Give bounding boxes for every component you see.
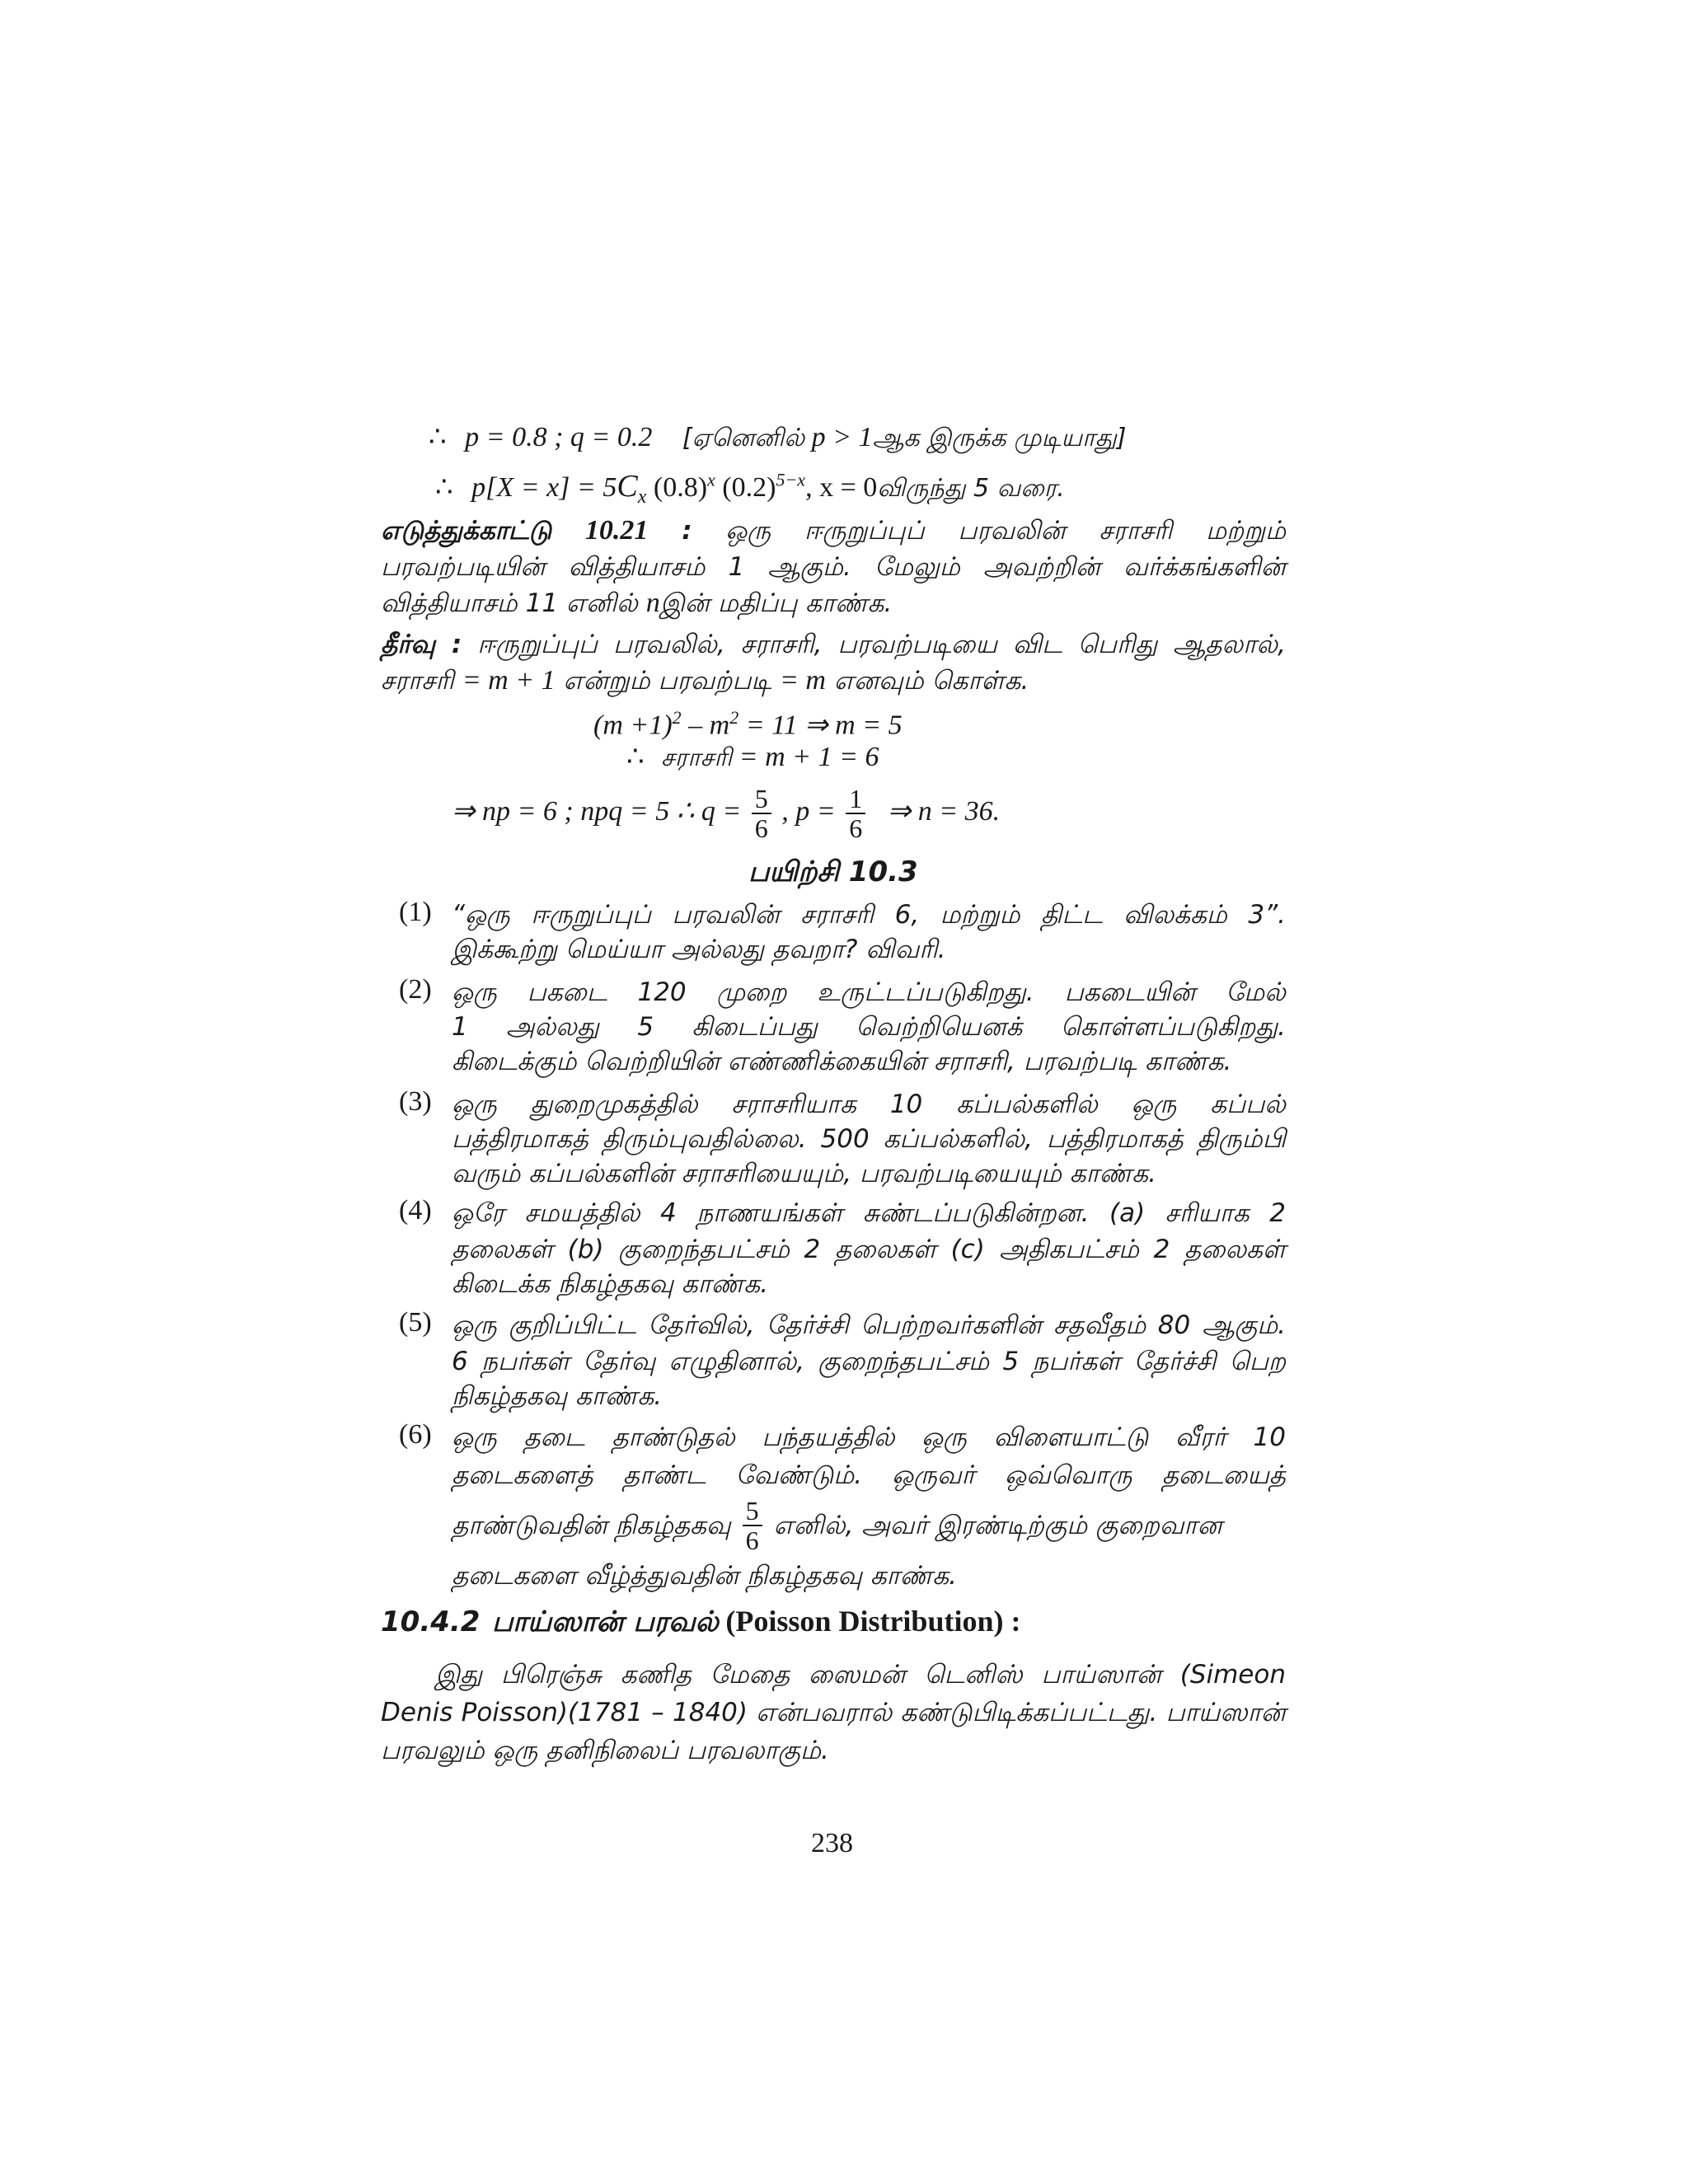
exercise-item-6-prob-rest: எனில், அவர் இரண்டிற்கும் குறைவான [773,1511,1222,1540]
example-colon: : [682,516,692,546]
intro-line-2 [435,468,1065,509]
example-label: எடுத்துக்காட்டு [381,516,552,546]
exercise-item-2-line-2: 1 அல்லது 5 கிடைப்பது வெற்றியெனக் கொள்ளப்படுகிறது. [452,1012,1286,1042]
pmf-exp2: 5−x [776,469,806,490]
exercise-item-6-prob-label: தாண்டுவதின் நிகழ்தகவு [452,1511,731,1540]
solution-eq-3 [452,785,1000,842]
p-fraction-numerator: 1 [846,785,865,814]
example-text-1: ஒரு ஈருறுப்புப் பரவலின் சராசரி மற்றும் [725,516,1287,546]
example-number: 10.21 [584,515,649,546]
eq3-part-c: ⇒ n = 36. [887,795,1001,827]
exercise-item-5-number: (5) [399,1307,432,1338]
therefore-symbol: ∴ [435,472,453,503]
eq1-part-a: (m +1) [593,710,673,741]
pmf-range-text: விருந்து 5 வரை. [877,474,1065,503]
example-n: n [645,588,660,618]
solution-mean-label: சராசரி [381,666,454,696]
exercise-item-3-line-3: வரும் கப்பல்களின் சராசரியையும், பரவற்படியையும் காண்க. [452,1159,1156,1188]
q-fraction [752,785,771,842]
section-number: 10.4.2 [381,1605,481,1638]
solution-eq-1 [593,707,903,741]
intro-line-1 [429,420,1126,456]
section-title-english: (Poisson Distribution) : [725,1605,1021,1638]
exercise-item-4-line-2: தலைகள் (b) குறைந்தபட்சம் 2 தலைகள் (c) அதிகபட்சம் 2 தலைகள் [452,1235,1286,1264]
pmf-range: , x = 0 [805,472,878,503]
exercise-item-1-line-2: இக்கூற்று மெய்யா அல்லது தவறா? விவரி. [452,935,946,964]
example-line-2 [381,549,1286,585]
exercise-item-1-line-1: “ஒரு ஈருறுப்புப் பரவலின் சராசரி 6, மற்றும் திட்ட விலக்கம் 3”. [452,900,1286,930]
exercise-item-6-line-4: தடைகளை வீழ்த்துவதின் நிகழ்தகவு காண்க. [452,1561,958,1591]
p-fraction [846,785,865,842]
solution-text-3: எனவும் கொள்க. [833,666,1029,696]
section-heading [381,1604,1020,1642]
exercise-item-5-line-3: நிகழ்தகவு காண்க. [452,1381,663,1411]
exercise-item-6-line-2: தடைகளைத் தாண்ட வேண்டும். ஒருவர் ஒவ்வொரு தடையைத் [452,1460,1286,1490]
exercise-item-2-number: (2) [399,974,432,1005]
pmf-exp1: x [707,469,715,490]
example-line-3 [381,585,892,621]
exercise-item-6-number: (6) [399,1419,432,1450]
solution-label: தீர்வு : [381,630,462,659]
pmf-base2: (0.2) [722,472,776,503]
solution-eq-2 [626,740,879,776]
exercise-item-4-number: (4) [399,1195,432,1226]
intro-note-close: ஆக இருக்க முடியாது] [872,424,1127,452]
exercise-item-4-line-3: கிடைக்க நிகழ்தகவு காண்க. [452,1269,769,1299]
exercise-item-3-line-1: ஒரு துறைமுகத்தில் சராசரியாக 10 கப்பல்களில் ஒரு கப்பல் [452,1090,1286,1119]
section-para-text-1: இது பிரெஞ்சு கணித மேதை ஸைமன் டெனிஸ் பாய்ஸான் (Simeon [435,1660,1286,1690]
exercise-item-5-line-2: 6 நபர்கள் தேர்வு எழுதினால், குறைந்தபட்சம் 5 நபர்கள் தேர்ச்சி பெற [452,1347,1286,1376]
eq2-mean-label: சராசரி [661,743,733,772]
exercise-item-4-line-1: ஒரே சமயத்தில் 4 நாணயங்கள் சுண்டப்படுகின்றன. (a) சரியாக 2 [452,1198,1286,1228]
solution-mean-expr: = m + 1 [462,665,556,696]
pmf-c: C [617,469,638,504]
solution-text-1: ஈருறுப்புப் பரவலில், சராசரி, பரவற்படியை விட பெரிது ஆதலால், [477,630,1287,659]
pmf-lhs: p[X = x] = 5 [471,472,617,503]
exercise-item-3-number: (3) [399,1086,432,1117]
section-para-text-2: Denis Poisson)(1781 – 1840) என்பவரால் கண்டுபிடிக்கப்பட்டது. பாய்ஸான் [381,1698,1286,1727]
section-para-line-1 [435,1657,1286,1693]
section-title-tamil: பாய்ஸான் பரவல் [491,1605,719,1638]
exercise-item-1-number: (1) [399,897,432,927]
example-text-2: பரவற்படியின் வித்தியாசம் 1 ஆகும். மேலும் அவற்றின் வர்க்கங்களின் [381,552,1286,582]
eq1-part-b: – m [688,710,730,741]
example-line-1 [381,513,1286,549]
item-6-fraction-numerator: 5 [743,1497,762,1526]
eq3-part-b: , p = [781,795,836,827]
intro-pq-values: p = 0.8 ; q = 0.2 [465,422,653,452]
eq1-part-c: = 11 ⇒ m = 5 [745,710,903,741]
pmf-base1: (0.8) [653,472,708,503]
q-fraction-denominator: 6 [754,813,768,843]
exercise-title: பயிற்சி 10.3 [748,855,918,888]
pmf-c-sub: x [637,485,647,508]
section-para-line-3 [381,1732,829,1769]
exercise-item-5-line-1: ஒரு குறிப்பிட்ட தேர்வில், தேர்ச்சி பெற்றவர்களின் சதவீதம் 80 ஆகும். [452,1310,1286,1340]
example-text-3a: வித்தியாசம் 11 எனில் [381,588,638,618]
therefore-symbol: ∴ [626,742,645,772]
exercise-item-6-line-3 [452,1497,1222,1554]
exercise-item-6-line-1: ஒரு தடை தாண்டுதல் பந்தயத்தில் ஒரு விளையாட்டு வீரர் 10 [452,1422,1286,1452]
example-text-3b: இன் மதிப்பு காண்க. [659,588,893,618]
item-6-fraction-denominator: 6 [745,1526,759,1555]
eq3-part-a: ⇒ np = 6 ; npq = 5 ∴ q = [452,795,742,827]
solution-line-2 [381,663,1029,699]
intro-note-math: p > 1 [811,422,873,452]
item-6-fraction [743,1497,762,1554]
p-fraction-denominator: 6 [849,813,863,843]
eq1-sup-2: 2 [729,707,739,728]
intro-note-open: [ஏனெனில் [682,424,805,452]
eq1-sup-1: 2 [672,707,682,728]
solution-text-2: என்றும் பரவற்படி [563,666,772,696]
solution-line-1 [381,626,1286,663]
section-para-text-3: பரவலும் ஒரு தனிநிலைப் பரவலாகும். [381,1736,829,1765]
exercise-item-3-line-2: பத்திரமாகத் திரும்புவதில்லை. 500 கப்பல்களில், பத்திரமாகத் திரும்பி [452,1124,1286,1154]
exercise-item-2-line-1: ஒரு பகடை 120 முறை உருட்டப்படுகிறது. பகடையின் மேல் [452,977,1286,1007]
page-number: 238 [811,1828,853,1858]
eq2-expr: = m + 1 = 6 [738,742,879,772]
solution-var-expr: = m [779,665,826,696]
q-fraction-numerator: 5 [752,785,771,814]
therefore-symbol: ∴ [429,422,447,452]
section-para-line-2 [381,1694,1286,1731]
exercise-item-2-line-3: கிடைக்கும் வெற்றியின் எண்ணிக்கையின் சராசரி, பரவற்படி காண்க. [452,1047,1232,1076]
